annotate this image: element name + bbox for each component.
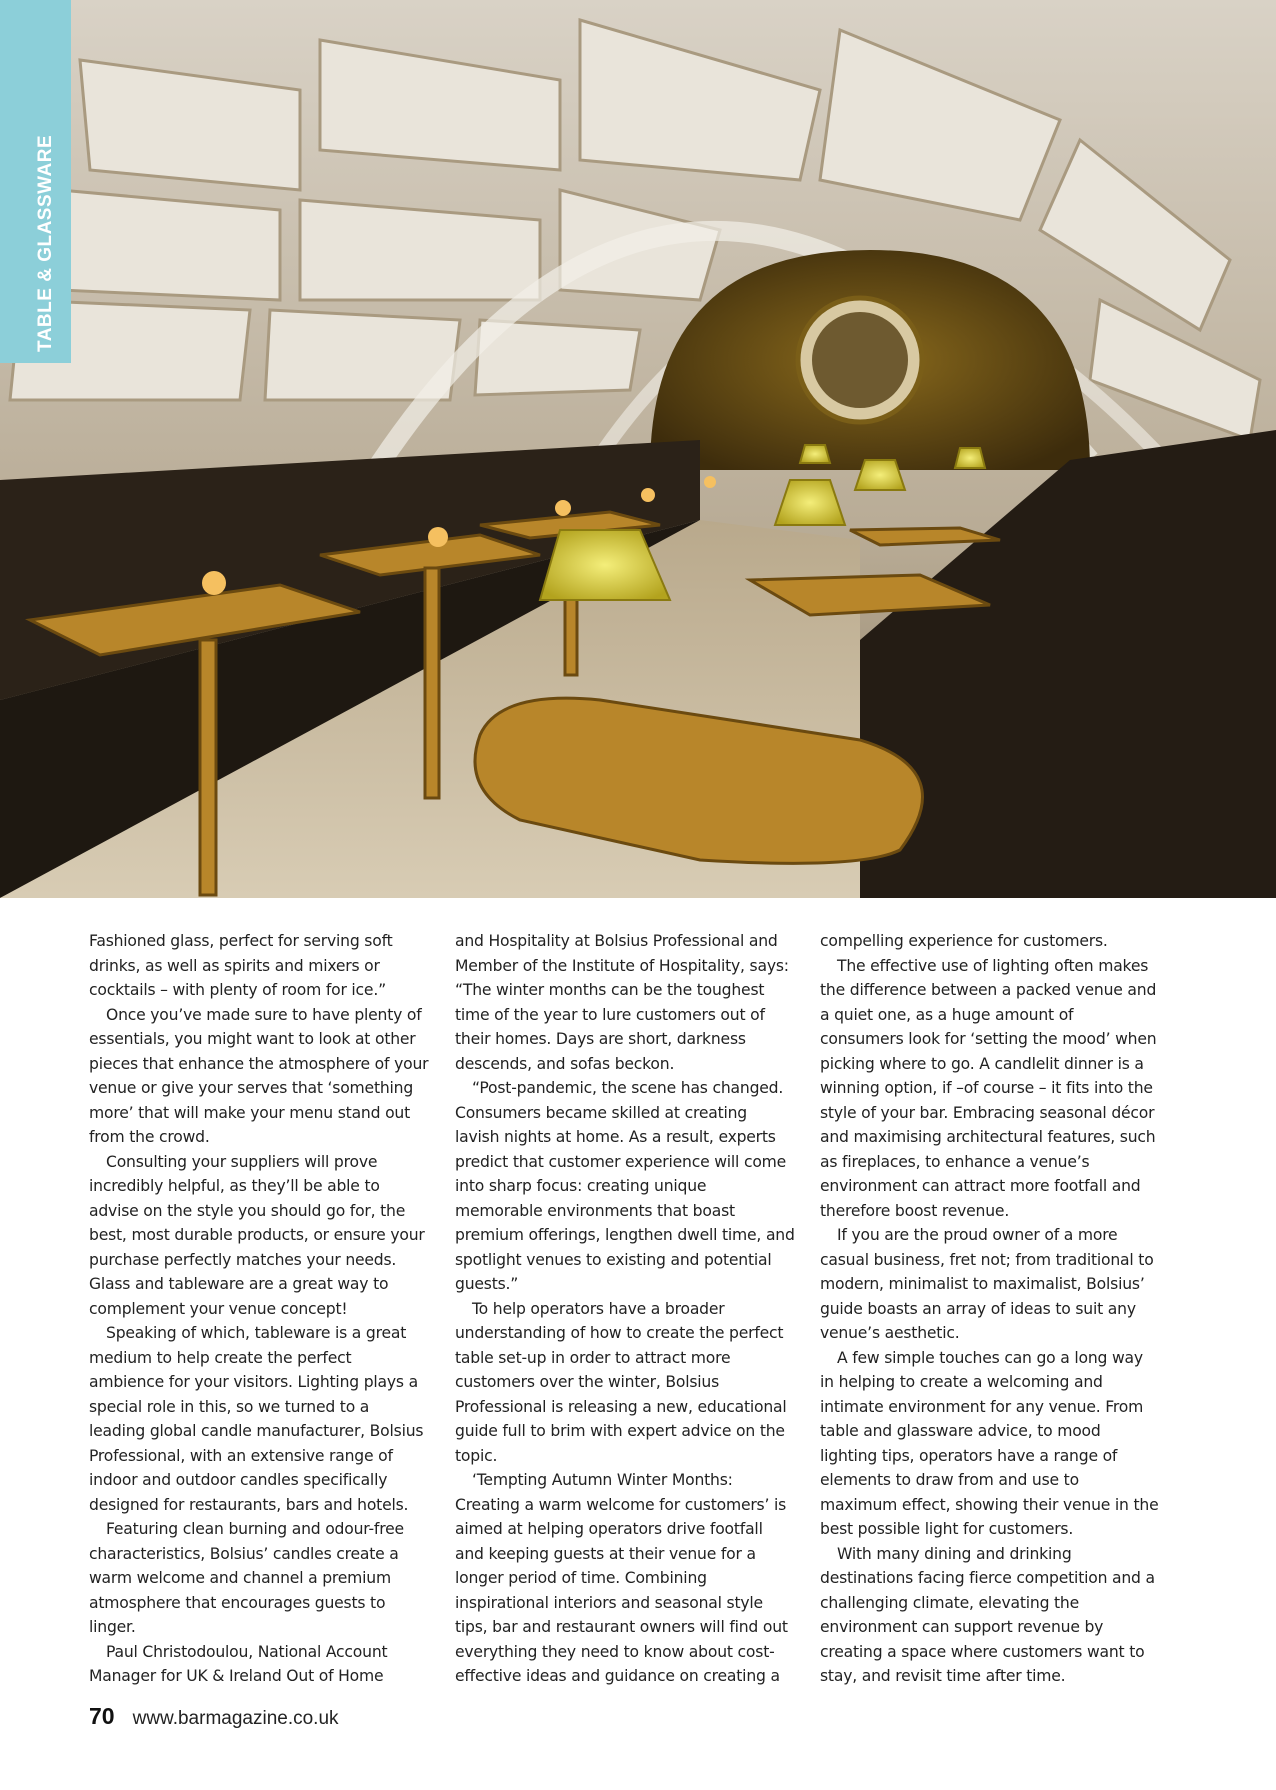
article-body — [89, 929, 1169, 1689]
page-number: 70 — [89, 1703, 115, 1729]
paragraph: Featuring clean burning and odour-free characteristics, Bolsius’ candles create a warm welcome and channel a premium atmosphere that encourages guests to linger. — [89, 1520, 404, 1636]
paragraph: The effective use of lighting often makes the difference between a packed venue and a quiet one, as a huge amount of consumers look for ‘setting the mood’ when picking where to go. A candlelit dinner is a winning option, if –of course – it fits into the style of your bar. Embracing seasonal décor and maximising architectural features, such as fireplaces, to enhance a venue’s environment can attract more footfall and therefore boost revenue. — [820, 956, 1157, 1220]
paragraph: “Post-pandemic, the scene has changed. Consumers became skilled at creating lavish nights at home. As a result, experts predict that customer experience will come into sharp focus: creating unique memorable environments that boast premium offerings, lengthen dwell time, and spotlight venues to existing and potential guests.” — [455, 1079, 795, 1293]
paragraph: Paul Christodoulou, National Account Manager for UK & Ireland Out of Home — [89, 1642, 388, 1685]
paragraph: Consulting your suppliers will prove incredibly helpful, as they’ll be able to advise on the style you should go for, the best, most durable products, or ensure your purchase perfectly matches your needs. Glass and tableware are a great way to complement your venue concept! — [89, 1152, 425, 1318]
paragraph: compelling experience for customers. — [820, 932, 1108, 950]
section-tab-label: TABLE & GLASSWARE — [35, 134, 56, 352]
paragraph: To help operators have a broader understanding of how to create the perfect table set-up in order to attract more customers over the winter, Bolsius Professional is releasing a new, educational guide full to brim with expert advice on the topic. — [455, 1299, 787, 1465]
page-footer — [89, 1703, 339, 1733]
paragraph: Fashioned glass, perfect for serving soft drinks, as well as spirits and mixers or cocktails – with plenty of room for ice.” — [89, 932, 393, 999]
paragraph: With many dining and drinking destinations facing fierce competition and a challenging climate, elevating the environment can support revenue by creating a space where customers want to stay, and revisit time after time. — [820, 1544, 1155, 1685]
paragraph: ‘Tempting Autumn Winter Months: Creating a warm welcome for customers’ is aimed at helping operators drive footfall and keeping guests at their venue for a longer period of time. Combining inspirational interiors and seasonal style tips, bar and restaurant owners will find out everything they need to know about cost-effective ideas and guidance on creating a — [455, 1471, 788, 1685]
column-1 — [89, 929, 429, 1689]
paragraph: A few simple touches can go a long way in helping to create a welcoming and intimate environment for any venue. From table and glassware advice, to mood lighting tips, operators have a range of elements to draw from and use to maximum effect, showing their venue in the best possible light for customers. — [820, 1348, 1159, 1538]
paragraph: If you are the proud owner of a more casual business, fret not; from traditional to modern, minimalist to maximalist, Bolsius’ guide boasts an array of ideas to suit any venue’s aesthetic. — [820, 1226, 1154, 1342]
column-2 — [455, 929, 795, 1689]
paragraph: Once you’ve made sure to have plenty of essentials, you might want to look at other pieces that enhance the atmosphere of your venue or give your serves that ‘something more’ that will make your menu stand out from the crowd. — [89, 1005, 429, 1146]
paragraph: and Hospitality at Bolsius Professional and Member of the Institute of Hospitality, says: “The winter months can be the toughest time of the year to lure customers out of their homes. Days are short, darkness descends, and sofas beckon. — [455, 932, 789, 1073]
website-link[interactable]: www.barmagazine.co.uk — [132, 1708, 339, 1729]
column-3 — [820, 929, 1160, 1689]
paragraph: Speaking of which, tableware is a great medium to help create the perfect ambience for your visitors. Lighting plays a special role in this, so we turned to a leading global candle manufacturer, Bolsius Professional, with an extensive range of indoor and outdoor candles specifically designed for restaurants, bars and hotels. — [89, 1324, 424, 1514]
section-tab — [0, 0, 71, 363]
